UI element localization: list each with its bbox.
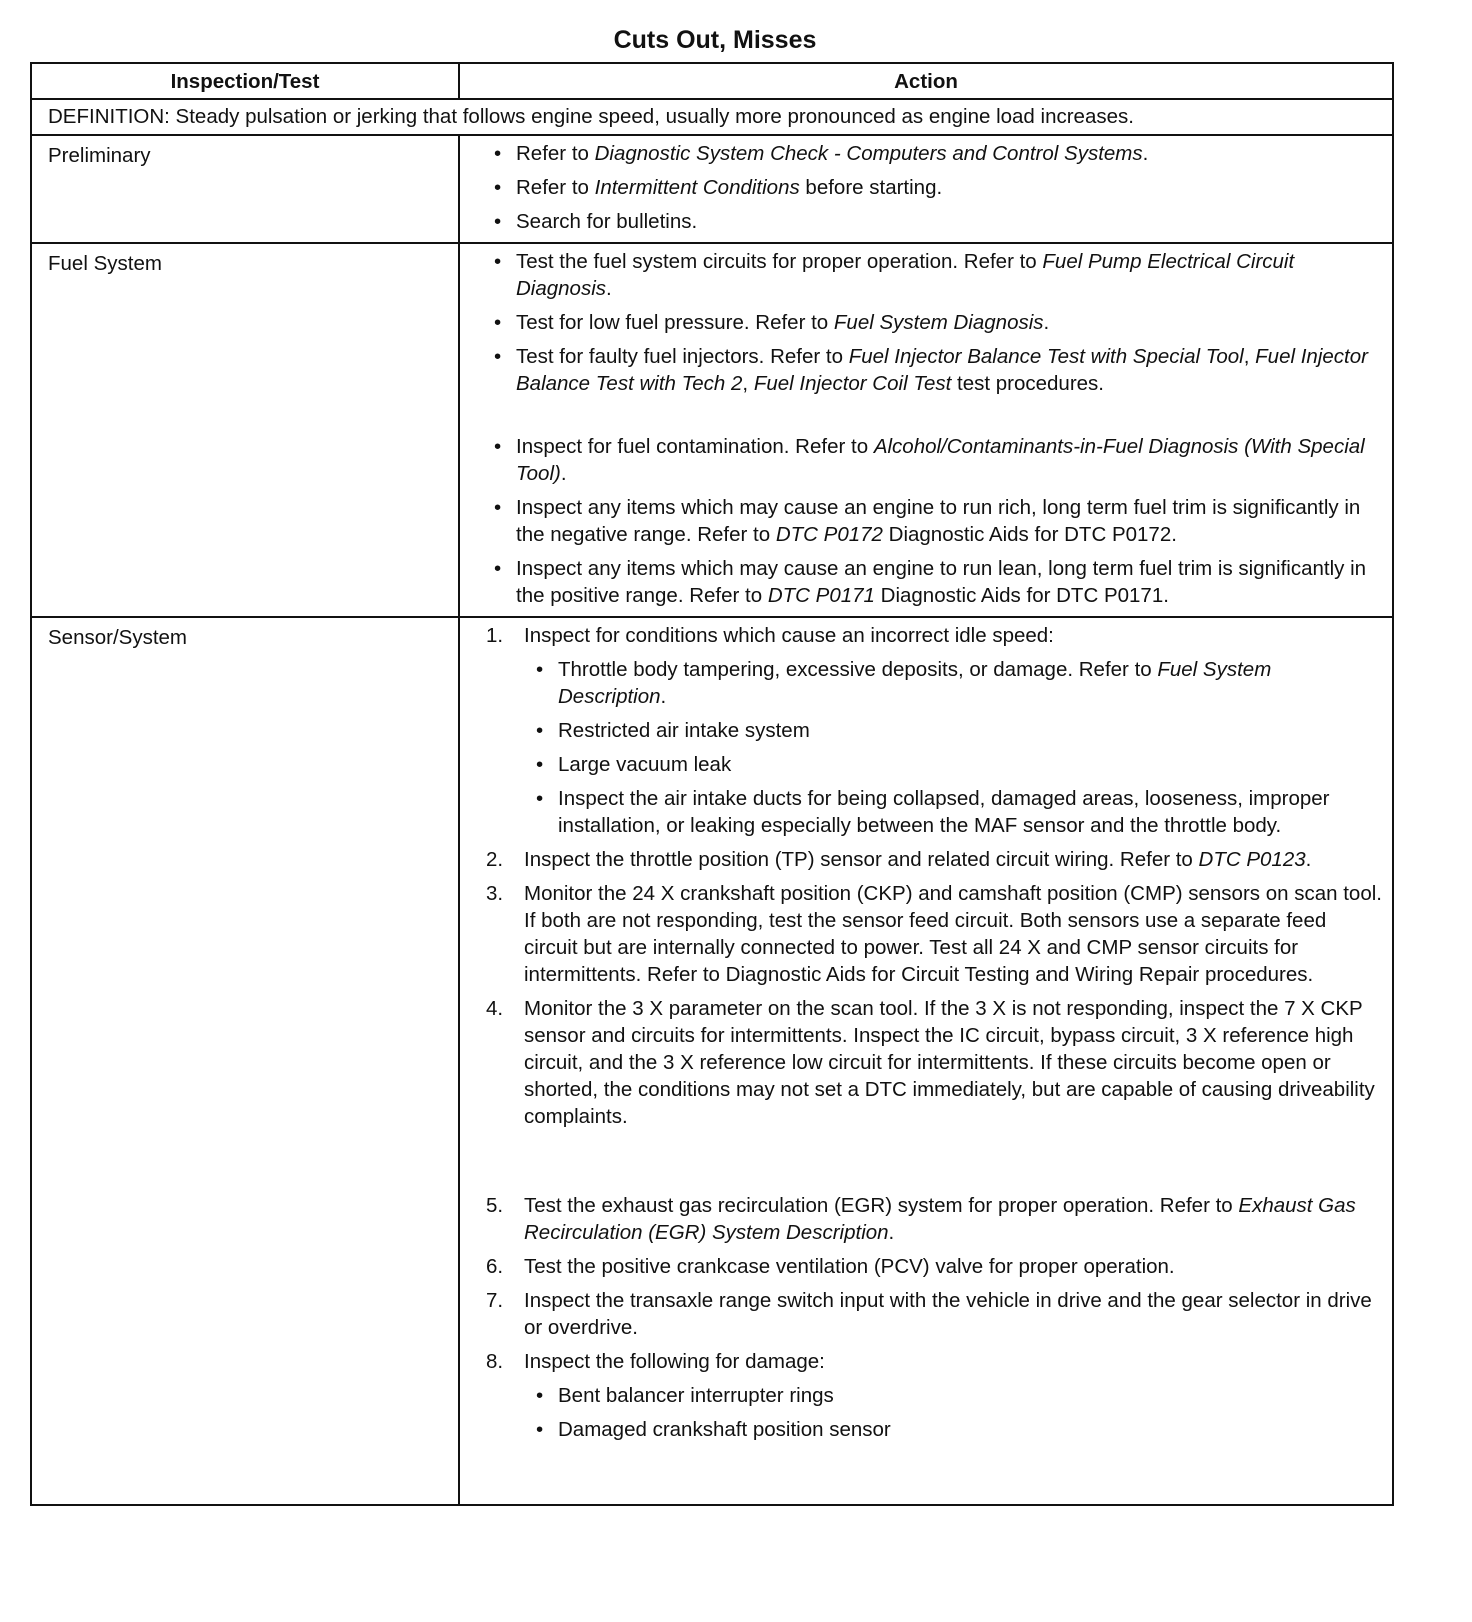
text-segment: . xyxy=(1142,142,1149,165)
step-number: 4. xyxy=(486,997,504,1020)
text-segment: before starting. xyxy=(799,176,943,199)
definition-row xyxy=(31,99,1393,135)
bullet-list xyxy=(486,248,1384,609)
step-number: 5. xyxy=(486,1194,504,1217)
text-segment: . xyxy=(888,1221,895,1244)
text-segment: Bent balancer interrupter rings xyxy=(558,1384,834,1407)
text-segment: Diagnostic Aids for DTC P0172. xyxy=(882,523,1177,546)
reference-link-text: Fuel System Description xyxy=(558,658,1272,708)
text-segment: Refer to xyxy=(516,142,595,165)
table-row xyxy=(31,135,1393,243)
reference-link-text: Fuel Injector Balance Test with Tech 2 xyxy=(516,345,1368,395)
action-cell xyxy=(459,243,1393,617)
sub-bullet-list xyxy=(524,1382,1384,1443)
text-segment: Inspect any items which may cause an engine to run rich, long term fuel trim is significantly in the negative range. Refer to xyxy=(516,496,1361,546)
text-segment: Inspect for fuel contamination. Refer to xyxy=(516,435,874,458)
reference-link-text: Exhaust Gas Recirculation (EGR) System Description xyxy=(524,1194,1356,1244)
text-segment: Inspect the transaxle range switch input with the vehicle in drive and the gear selector in drive or overdrive. xyxy=(524,1289,1372,1339)
sub-bullet-list xyxy=(524,656,1384,839)
text-segment: Inspect any items which may cause an engine to run lean, long term fuel trim is significantly in the positive range. Refer to xyxy=(516,557,1367,607)
reference-link-text: DTC P0171 xyxy=(767,584,875,607)
text-segment: Test for faulty fuel injectors. Refer to xyxy=(516,345,849,368)
reference-link-text: DTC P0123 xyxy=(1198,848,1306,871)
numbered-step xyxy=(486,1192,1384,1246)
list-item xyxy=(486,174,1384,201)
numbered-list xyxy=(486,622,1384,1443)
text-segment: Test the exhaust gas recirculation (EGR) system for proper operation. Refer to xyxy=(524,1194,1239,1217)
text-segment: Damaged crankshaft position sensor xyxy=(558,1418,891,1441)
text-segment: Search for bulletins. xyxy=(516,210,698,233)
reference-link-text: Fuel Injector Balance Test with Special Tool xyxy=(848,345,1244,368)
text-segment: Inspect for conditions which cause an incorrect idle speed: xyxy=(524,624,1054,647)
text-segment: Monitor the 24 X crankshaft position (CKP) and camshaft position (CMP) sensors on scan tool. If both are not responding, test the sensor feed circuit. Both sensors use a separate feed circuit but are internally connected to power. Test all 24 X and CMP sensor circuits for intermittents. Refer to Diagnostic Aids for Circuit Testing and Wiring Repair procedures. xyxy=(524,882,1382,986)
list-item xyxy=(524,785,1384,839)
reference-link-text: Intermittent Conditions xyxy=(594,176,800,199)
list-item xyxy=(486,433,1384,487)
list-item xyxy=(486,309,1384,336)
numbered-step xyxy=(486,846,1384,873)
text-segment: Restricted air intake system xyxy=(558,719,810,742)
reference-link-text: Diagnostic System Check - Computers and Control Systems xyxy=(594,142,1143,165)
numbered-step xyxy=(486,1287,1384,1341)
list-item xyxy=(524,751,1384,778)
reference-link-text: DTC P0172 xyxy=(775,523,883,546)
step-number: 8. xyxy=(486,1350,504,1373)
reference-link-text: Alcohol/Contaminants-in-Fuel Diagnosis (With Special Tool) xyxy=(516,435,1365,485)
text-segment: Refer to xyxy=(516,176,595,199)
list-item xyxy=(486,208,1384,235)
text-segment: Throttle body tampering, excessive deposits, or damage. Refer to xyxy=(558,658,1158,681)
reference-link-text: Fuel System Diagnosis xyxy=(833,311,1044,334)
header-inspection-test: Inspection/Test xyxy=(31,63,459,99)
text-segment: , xyxy=(1243,345,1256,368)
text-segment: . xyxy=(560,462,567,485)
list-item xyxy=(486,494,1384,548)
reference-link-text: Fuel Pump Electrical Circuit Diagnosis xyxy=(516,250,1295,300)
definition-text: DEFINITION: Steady pulsation or jerking that follows engine speed, usually more pronounced as engine load increases. xyxy=(31,99,1393,135)
step-number: 7. xyxy=(486,1289,504,1312)
action-cell xyxy=(459,617,1393,1505)
numbered-step xyxy=(486,622,1384,839)
step-number: 2. xyxy=(486,848,504,871)
page-title: Cuts Out, Misses xyxy=(613,26,817,54)
text-segment: Test for low fuel pressure. Refer to xyxy=(516,311,834,334)
header-action: Action xyxy=(459,63,1393,99)
row-label: Preliminary xyxy=(31,135,459,243)
diagnostic-table xyxy=(30,62,1394,1506)
step-number: 3. xyxy=(486,882,504,905)
text-segment: Inspect the throttle position (TP) sensor and related circuit wiring. Refer to xyxy=(524,848,1199,871)
text-segment: Inspect the air intake ducts for being collapsed, damaged areas, looseness, improper installation, or leaking especially between the MAF sensor and the throttle body. xyxy=(558,787,1330,837)
bullet-list xyxy=(486,140,1384,235)
numbered-step xyxy=(486,1348,1384,1443)
list-item xyxy=(524,717,1384,744)
text-segment: Test the fuel system circuits for proper operation. Refer to xyxy=(516,250,1043,273)
numbered-step xyxy=(486,880,1384,988)
text-segment: Large vacuum leak xyxy=(558,753,732,776)
table-row xyxy=(31,243,1393,617)
numbered-step xyxy=(486,1253,1384,1280)
step-number: 1. xyxy=(486,624,504,647)
text-segment: Monitor the 3 X parameter on the scan tool. If the 3 X is not responding, inspect the 7 X CKP sensor and circuits for intermittents. Inspect the IC circuit, bypass circuit, 3 X reference high circuit, and the 3 X reference low circuit for intermittents. If these circuits become open or shorted, the conditions may not set a DTC immediately, but are capable of causing driveability complaints. xyxy=(524,997,1375,1128)
text-segment: Test the positive crankcase ventilation (PCV) valve for proper operation. xyxy=(524,1255,1175,1278)
list-item xyxy=(486,555,1384,609)
row-label: Fuel System xyxy=(31,243,459,617)
text-segment: Diagnostic Aids for DTC P0171. xyxy=(874,584,1169,607)
list-item xyxy=(524,1416,1384,1443)
text-segment: Inspect the following for damage: xyxy=(524,1350,825,1373)
table-row xyxy=(31,617,1393,1505)
action-cell xyxy=(459,135,1393,243)
text-segment: . xyxy=(1043,311,1050,334)
list-item xyxy=(486,248,1384,302)
list-item xyxy=(524,1382,1384,1409)
text-segment: , xyxy=(742,372,754,395)
text-segment: test procedures. xyxy=(951,372,1105,395)
step-number: 6. xyxy=(486,1255,504,1278)
text-segment: . xyxy=(606,277,612,300)
list-item xyxy=(486,140,1384,167)
header-row xyxy=(31,63,1393,99)
list-item xyxy=(524,656,1384,710)
row-label: Sensor/System xyxy=(31,617,459,1505)
reference-link-text: Fuel Injector Coil Test xyxy=(753,372,952,395)
text-segment: . xyxy=(1305,848,1312,871)
text-segment: . xyxy=(660,685,667,708)
list-item xyxy=(486,343,1384,397)
numbered-step xyxy=(486,995,1384,1130)
